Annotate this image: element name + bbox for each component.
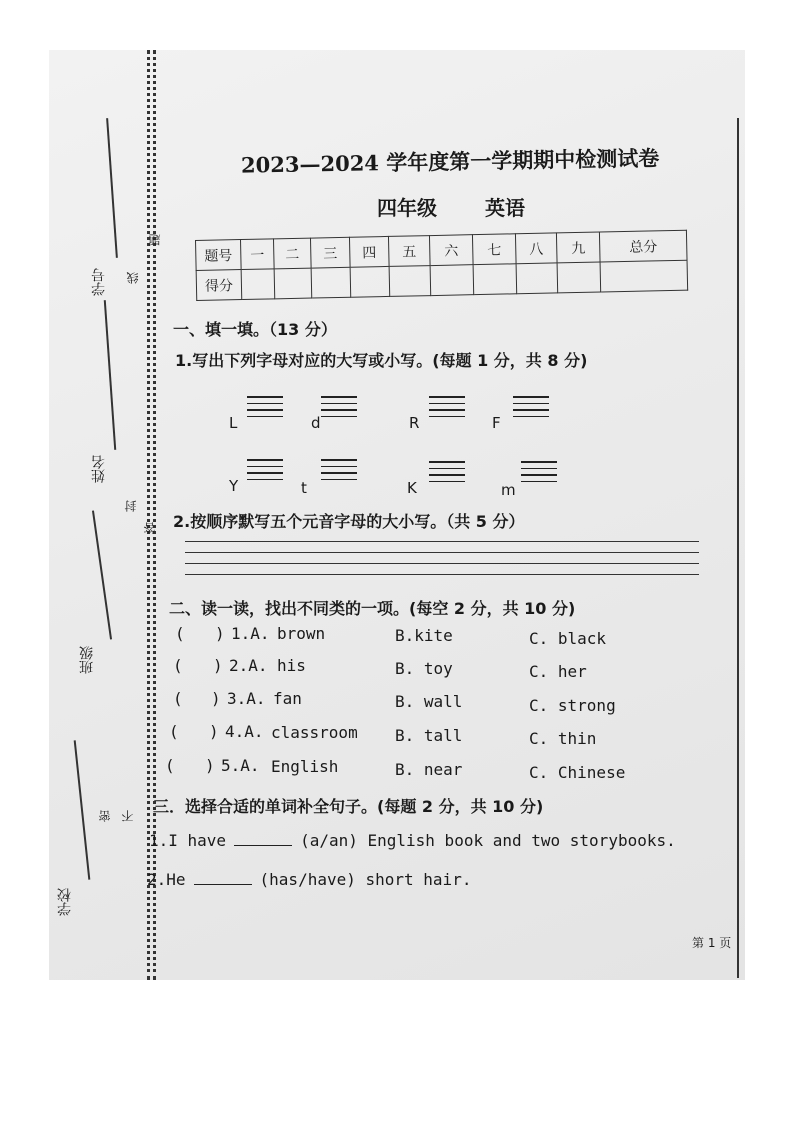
option-c: C. Chinese [529,763,626,782]
section3-heading: 三．选择合适的单词补全句子。(每题 2 分，共 10 分) [153,797,544,816]
writing-line [185,563,699,564]
section1-question2: 2.按顺序默写五个元音字母的大小写。（共 5 分） [173,512,525,531]
option-a: English [271,757,339,776]
letter-prompt: d [311,414,321,432]
binding-warning-char: 线 [126,272,140,284]
binding-warning-char: 密 [98,810,112,822]
writing-line [185,541,699,542]
section1-heading: 一、填一填。（13 分） [173,320,337,339]
score-cell[interactable] [274,268,312,299]
binding-warning-char: 不 [121,810,135,822]
page-edge-line [737,118,739,978]
item-paren-open: ( [173,656,183,675]
four-line-grid [321,396,357,422]
four-line-grid [321,459,357,485]
answer-blank[interactable] [194,884,252,885]
option-b: B.kite [395,626,453,645]
option-a: fan [273,689,302,708]
sentence-2 [147,870,471,889]
binding-label-class: 班级 [79,646,95,674]
item-paren-close: ) [215,624,225,643]
item-paren-open: ( [169,722,179,741]
binding-blank-line [92,511,112,640]
score-table-col: 五 [388,236,430,267]
section1-question1: 1.写出下列字母对应的大写或小写。(每题 1 分，共 8 分) [175,351,588,370]
option-b: B. toy [395,659,453,678]
sentence-2-start: 2.He [147,870,186,889]
item-number: 4.A. [225,722,264,741]
score-table-col: 六 [429,235,473,266]
item-paren-close: ) [211,689,221,708]
option-a: his [277,656,306,675]
option-a: brown [277,624,326,643]
score-table-col: 四 [349,236,389,267]
item-number: 1.A. [231,624,270,643]
option-b: B. wall [395,692,463,711]
option-c: C. black [529,629,607,648]
item-paren-open: ( [173,689,183,708]
binding-label-name: 姓名 [91,455,107,483]
score-cell-total[interactable] [600,260,688,292]
binding-warning-char: 题 [148,234,162,246]
sentence-2-end: (has/have) short hair. [259,870,472,889]
item-paren-open: ( [165,756,175,775]
sentence-1 [149,831,676,850]
score-table-col: 七 [472,234,516,265]
score-table-col: 一 [241,239,275,270]
page-number: 第 1 页 [692,936,732,950]
option-c: C. thin [529,729,597,748]
binding-label-school: 学校 [57,888,73,916]
score-cell[interactable] [516,263,558,294]
letter-prompt: R [409,414,420,432]
writing-line [185,574,699,575]
score-cell[interactable] [311,267,351,298]
score-table-total: 总分 [599,230,687,262]
four-line-grid [521,461,557,487]
item-paren-close: ) [213,656,223,675]
item-paren-close: ) [209,722,219,741]
score-cell[interactable] [430,265,474,296]
option-b: B. near [395,760,463,779]
score-table-header: 题号 [196,240,242,271]
letter-prompt: L [229,414,238,432]
section2-heading: 二、读一读，找出不同类的一项。(每空 2 分，共 10 分) [169,599,576,618]
four-line-grid [429,396,465,422]
subtitle-subject: 英语 [485,196,525,220]
binding-warning-char: 答 [143,522,157,534]
binding-blank-line [104,300,116,450]
answer-blank[interactable] [234,845,292,846]
option-c: C. her [529,662,587,681]
letter-prompt: t [301,479,307,497]
item-paren-open: ( [175,624,185,643]
exam-sheet-photo [49,50,745,980]
binding-blank-line [74,740,90,879]
score-cell[interactable] [557,262,601,293]
score-table-col: 九 [556,232,600,263]
sentence-1-end: (a/an) English book and two storybooks. [300,831,676,850]
binding-warning-char: 封 [124,500,138,512]
score-table-header: 得分 [196,270,242,301]
letter-prompt: Y [229,477,239,495]
four-line-grid [247,396,283,422]
letter-prompt: K [407,479,417,497]
sentence-1-start: 1.I have [149,831,227,850]
option-a: classroom [271,723,358,742]
binding-label-number: 学号 [91,268,107,296]
item-paren-close: ) [205,756,215,775]
four-line-grid [429,461,465,487]
score-table-col: 三 [310,237,350,268]
item-number: 3.A. [227,689,266,708]
score-cell[interactable] [389,266,431,297]
subtitle-grade: 四年级 [377,196,437,220]
writing-line [185,552,699,553]
item-number: 2.A. [229,656,268,675]
score-table-col: 二 [273,238,311,269]
four-line-grid [247,459,283,485]
page-title: 2023—2024 学年度第一学期期中检测试卷 [240,145,660,178]
score-table-col: 八 [515,233,557,264]
score-cell[interactable] [241,269,275,300]
score-cell[interactable] [350,266,390,297]
score-table [195,230,688,301]
binding-blank-line [106,118,117,258]
four-line-grid [513,396,549,422]
score-cell[interactable] [473,264,517,295]
letter-prompt: m [501,481,516,499]
option-c: C. strong [529,696,616,715]
option-b: B. tall [395,726,463,745]
item-number: 5.A. [221,756,260,775]
letter-prompt: F [492,414,501,432]
